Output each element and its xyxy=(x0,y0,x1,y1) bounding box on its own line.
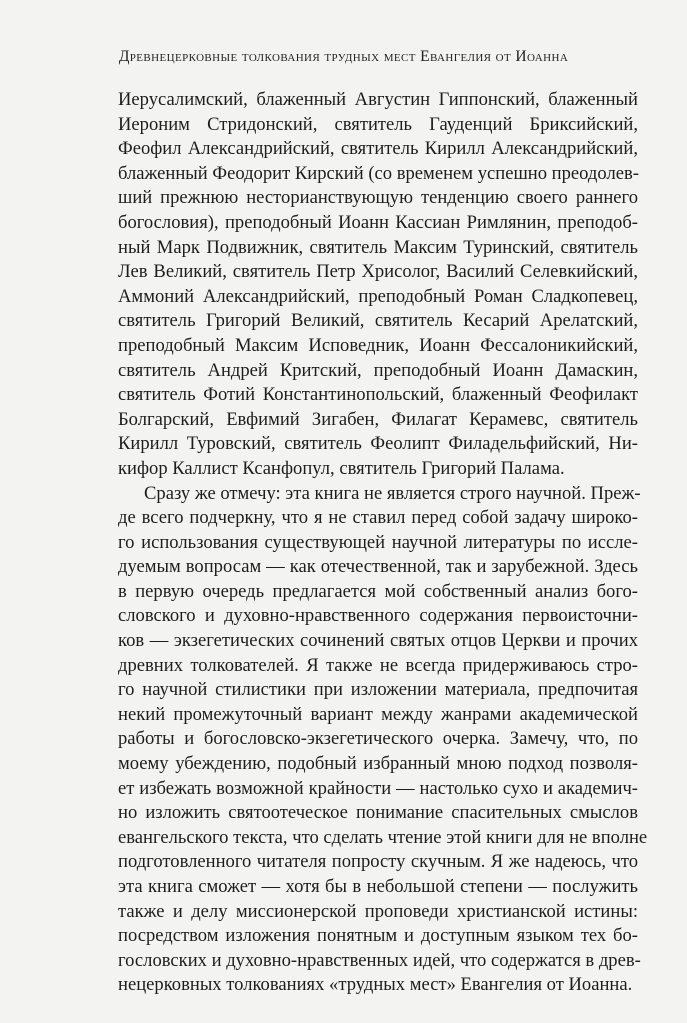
text-line: Лев Великий, святитель Петр Хрисолог, Василий Селевкийский, xyxy=(118,261,638,283)
text-line: Иероним Стридонский, святитель Гауденций Бриксийский, xyxy=(118,113,638,135)
text-line: подготовленного читателя попросту скучным. Я же надеюсь, что xyxy=(118,851,638,873)
text-line: святитель Григорий Великий, святитель Кесарий Арелатский, xyxy=(118,310,638,332)
text-line: блаженный Феодорит Кирский (со временем успешно преодолев- xyxy=(118,162,639,184)
text-line: также и делу миссионерской проповеди христианской истины: xyxy=(118,900,638,922)
text-line: го научной стилистики при изложении материала, предпочитая xyxy=(118,679,638,701)
running-head: Древнецерковные толкования трудных мест Евангелия от Иоанна xyxy=(118,48,569,65)
text-line: эта книга сможет — хотя бы в небольшой степени — послужить xyxy=(118,876,638,897)
text-line: гословских и духовно-нравственных идей, что содержатся в древ- xyxy=(118,949,641,971)
text-line: нецерковных толкованиях «трудных мест» Евангелия от Иоанна. xyxy=(118,974,633,996)
text-line: Сразу же отмечу: эта книга не является строго научной. Преж- xyxy=(144,482,641,504)
text-line: моему убеждению, подобный избранный мною подход позволя- xyxy=(118,753,638,775)
text-line: Иерусалимский, блаженный Августин Гиппонский, блаженный xyxy=(118,89,638,110)
text-line: святитель Андрей Критский, преподобный Иоанн Дамаскин, xyxy=(118,359,638,381)
paragraph-2 xyxy=(118,482,648,998)
body-text xyxy=(118,88,648,998)
text-line: в первую очередь предлагается мой собственный анализ бого- xyxy=(118,580,638,602)
text-line: древних толкователей. Я также не всегда придерживаюсь стро- xyxy=(118,654,638,676)
text-line: святитель Фотий Константинопольский, блаженный Феофилакт xyxy=(118,384,638,406)
text-line: де всего подчеркну, что я не ставил перед собой задачу широко- xyxy=(118,507,638,529)
text-line: работы и богословско-экзегетического очерка. Замечу, что, по xyxy=(118,728,638,750)
text-line: го использования существующей научной литературы по иссле- xyxy=(118,531,638,553)
text-line: ков — экзегетических сочинений святых отцов Церкви и прочих xyxy=(118,630,638,652)
text-line: ный Марк Подвижник, святитель Максим Туринский, святитель xyxy=(118,236,638,258)
text-line: преподобный Максим Исповедник, Иоанн Фессалоникийский, xyxy=(118,334,638,356)
text-line: богословия), преподобный Иоанн Кассиан Римлянин, преподоб- xyxy=(118,211,638,233)
text-line: евангельского текста, что сделать чтение этой книги для не вполне xyxy=(118,826,648,848)
text-line: кифор Каллист Ксанфопул, святитель Григорий Палама. xyxy=(118,457,565,479)
text-line: дуемым вопросам — как отечественной, так и зарубежной. Здесь xyxy=(118,556,638,578)
text-line: ет избежать возможной крайности — настолько сухо и академич- xyxy=(118,777,638,799)
text-line: некий промежуточный вариант между жанрами академической xyxy=(118,703,638,725)
text-line: но изложить святоотеческое понимание спасительных смыслов xyxy=(118,802,638,824)
text-line: словского и духовно-нравственного содержания первоисточни- xyxy=(118,605,638,627)
text-line: Болгарский, Евфимий Зигабен, Филагат Керамевс, святитель xyxy=(118,408,638,430)
text-line: посредством изложения понятным и доступным языком тех бо- xyxy=(118,925,638,947)
text-line: Кирилл Туровский, святитель Феолипт Филадельфийский, Ни- xyxy=(118,433,638,455)
paragraph-1 xyxy=(118,88,638,482)
text-line: ший прежнюю несторианствующую тенденцию своего раннего xyxy=(118,187,638,209)
text-line: Аммоний Александрийский, преподобный Роман Сладкопевец, xyxy=(118,285,638,307)
text-line: Феофил Александрийский, святитель Кирилл Александрийский, xyxy=(118,138,638,160)
